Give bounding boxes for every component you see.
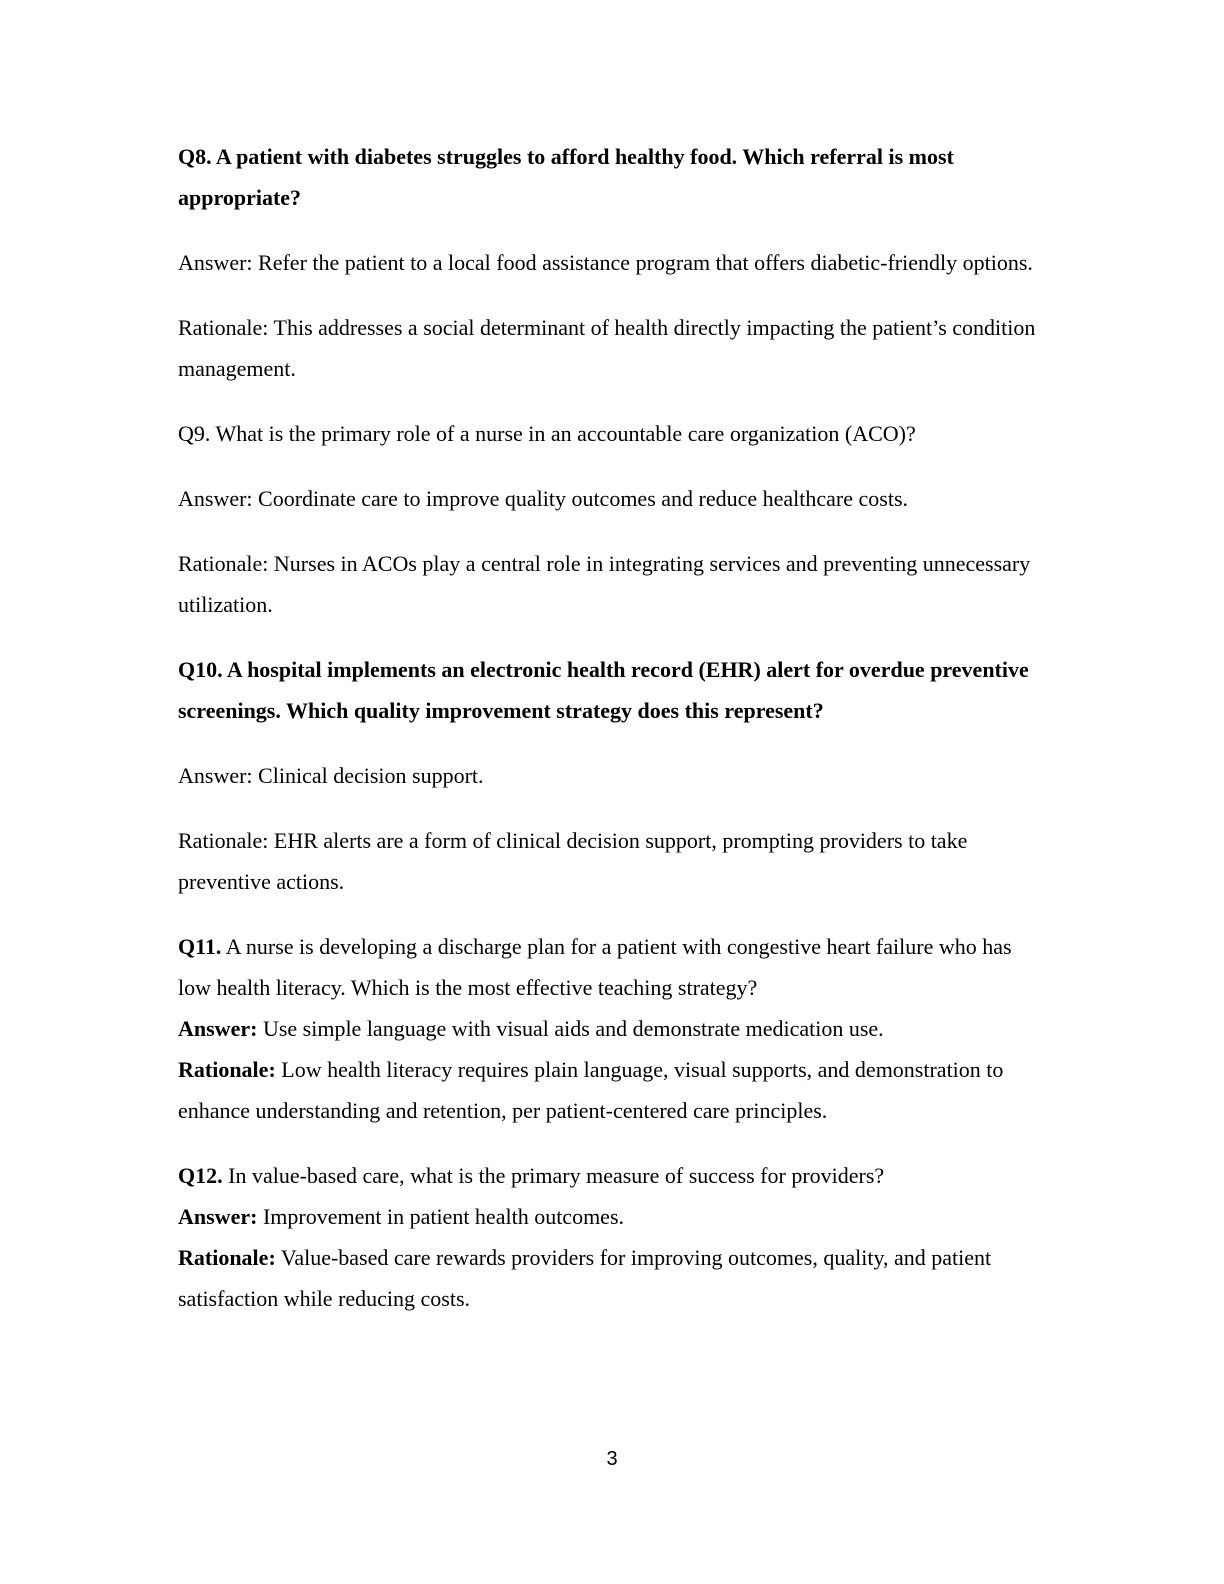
q12-question-text: In value-based care, what is the primary measure of success for providers?: [222, 1163, 885, 1188]
q12-rationale: [178, 1237, 1048, 1319]
q10-answer: Answer: Clinical decision support.: [178, 763, 484, 788]
q10-question: Q10. A hospital implements an electronic health record (EHR) alert for overdue preventive screenings. Which quality improvement strategy does this represent?: [178, 657, 1029, 723]
q9-rationale: Rationale: Nurses in ACOs play a central role in integrating services and preventing unnecessary utilization.: [178, 551, 1031, 617]
q11-rationale: [178, 1049, 1048, 1131]
q11-question: [178, 926, 1048, 1008]
q9-answer: Answer: Coordinate care to improve quality outcomes and reduce healthcare costs.: [178, 486, 909, 511]
q8-rationale: Rationale: This addresses a social determinant of health directly impacting the patient’s condition management.: [178, 315, 1036, 381]
q8-question: Q8. A patient with diabetes struggles to afford healthy food. Which referral is most appropriate?: [178, 144, 954, 210]
q11-rationale-text: Low health literacy requires plain language, visual supports, and demonstration to enhance understanding and retention, per patient-centered care principles.: [178, 1057, 1004, 1123]
q11-label: Q11.: [178, 934, 222, 959]
q10-rationale: Rationale: EHR alerts are a form of clinical decision support, prompting providers to take preventive actions.: [178, 828, 968, 894]
q12-rationale-label: Rationale:: [178, 1245, 276, 1270]
q9-question: Q9. What is the primary role of a nurse in an accountable care organization (ACO)?: [178, 421, 916, 446]
q12-answer: [178, 1196, 1048, 1237]
q12-answer-text: Improvement in patient health outcomes.: [257, 1204, 625, 1229]
q12-question: [178, 1155, 1048, 1196]
page-number: 3: [606, 1448, 618, 1470]
page-content: [178, 136, 1048, 1319]
q11-answer-label: Answer:: [178, 1016, 258, 1041]
q11-answer-text: Use simple language with visual aids and demonstrate medication use.: [257, 1016, 884, 1041]
q12-answer-label: Answer:: [178, 1204, 258, 1229]
q12-label: Q12.: [178, 1163, 223, 1188]
q11-answer: [178, 1008, 1048, 1049]
q8-answer: Answer: Refer the patient to a local food assistance program that offers diabetic-friendly options.: [178, 250, 1033, 275]
q11-question-text: A nurse is developing a discharge plan for a patient with congestive heart failure who has low health literacy. Which is the most effective teaching strategy?: [178, 934, 1012, 1000]
q11-rationale-label: Rationale:: [178, 1057, 276, 1082]
q12-rationale-text: Value-based care rewards providers for improving outcomes, quality, and patient satisfaction while reducing costs.: [178, 1245, 992, 1311]
